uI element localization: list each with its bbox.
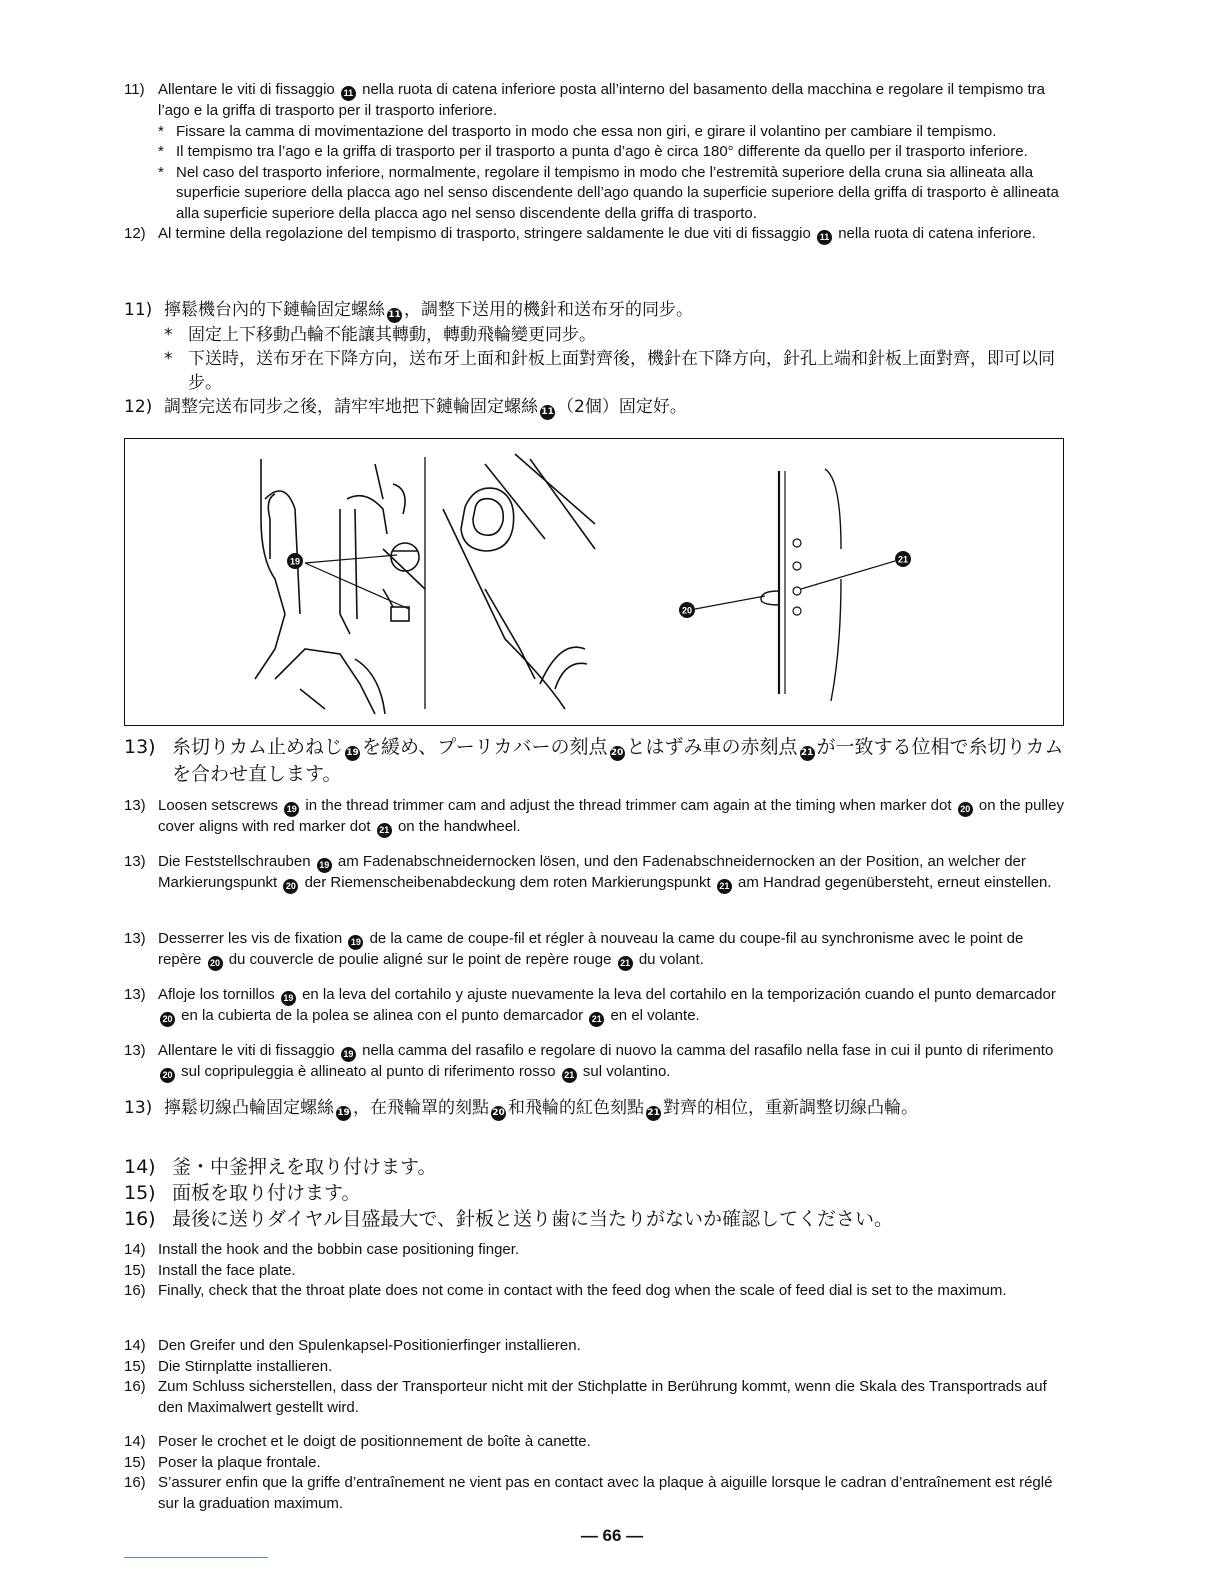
figure-drawing	[125, 439, 1063, 725]
marker-21-label: 21	[897, 554, 909, 565]
italian-step-12: 12) Al termine della regolazione del tempismo di trasporto, stringere saldamente le due viti di fissaggio 11 nella ruota di catena inferiore.	[124, 224, 1068, 245]
marker-21-icon: 21	[589, 1012, 604, 1027]
italian-note: * Fissare la camma di movimentazione del trasporto in modo che essa non giri, e girare il volantino per cambiare il tempismo.	[158, 122, 997, 140]
marker-20-callout	[679, 602, 695, 618]
marker-11-icon: 11	[387, 308, 402, 323]
step-13-italian: 13) Allentare le viti di fissaggio 19 nella camma del rasafilo e regolare di nuovo la camma del rasafilo nella fase in cui il punto di riferimento 20 sul copripuleggia è allineato al punto di riferimento rosso 21 sul volantino.	[124, 1041, 1068, 1083]
en-step-16: 16) Finally, check that the throat plate does not come in contact with the feed dog when the scale of feed dial is set to the maximum.	[124, 1282, 1007, 1299]
step-13-japanese: 13) 糸切りカム止めねじ 19 を緩め、プーリカバーの刻点 20 とはずみ車の赤刻点 21 が一致する位相で糸切りカムを合わせ直します。	[124, 736, 1064, 785]
steps-14-16-japanese	[124, 1154, 1068, 1232]
steps-14-16-german	[124, 1336, 1068, 1418]
de-step-16: 16) Zum Schluss sicherstellen, dass der Transporteur nicht mit der Stichplatte in Berührung kommt, wenn die Skala des Transportrads auf den Maximalwert gestellt wird.	[124, 1378, 1047, 1416]
marker-20-icon: 20	[160, 1012, 175, 1027]
marker-20-icon: 20	[958, 802, 973, 817]
marker-21-icon: 21	[618, 956, 633, 971]
marker-19-icon: 19	[341, 1047, 356, 1062]
step-13-french: 13) Desserrer les vis de fixation 19 de la came de coupe-fil et régler à nouveau la came du coupe-fil au synchronisme avec le point de repère 20 du couvercle de poulie aligné sur le point de repère rouge 21 du volant.	[124, 929, 1068, 971]
italian-steps-11-12	[124, 80, 1068, 245]
marker-19-icon: 19	[348, 935, 363, 950]
step-13-chinese: 13) 擰鬆切線凸輪固定螺絲 19 ，在飛輪罩的刻點 20 和飛輪的紅色刻點 21 對齊的相位，重新調整切線凸輪。	[124, 1096, 1068, 1121]
italian-note: * Il tempismo tra l’ago e la griffa di trasporto per il trasporto a punta d’ago è circa 180° differente da quello per il trasporto inferiore.	[158, 143, 1028, 160]
marker-20-icon: 20	[208, 956, 223, 971]
marker-11-icon: 11	[341, 86, 356, 101]
de-step-15: 15) Die Stirnplatte installieren.	[124, 1357, 333, 1375]
italian-step-11: 11) Allentare le viti di fissaggio 11 nella ruota di catena inferiore posta all’interno del basamento della macchina e regolare il tempismo tra l’ago e la griffa di trasporto per il trasporto inferiore.	[124, 81, 1045, 119]
chinese-note: * 固定上下移動凸輪不能讓其轉動，轉動飛輪變更同步。	[164, 325, 596, 345]
chinese-steps-11-12	[124, 298, 1068, 420]
marker-21-icon: 21	[717, 879, 732, 894]
marker-20-icon: 20	[491, 1106, 506, 1121]
marker-11-icon: 11	[540, 405, 555, 420]
marker-19-label: 19	[289, 556, 301, 567]
marker-leaders-right	[695, 561, 895, 609]
marker-21-icon: 21	[562, 1068, 577, 1083]
step-13-english: 13) Loosen setscrews 19 in the thread trimmer cam and adjust the thread trimmer cam again at the timing when marker dot 20 on the pulley cover aligns with red marker dot 21 on the handwheel.	[124, 796, 1068, 838]
marker-21-callout	[895, 551, 911, 567]
marker-19-icon: 19	[345, 746, 360, 761]
en-step-14: 14) Install the hook and the bobbin case positioning finger.	[124, 1241, 520, 1258]
fr-step-16: 16) S’assurer enfin que la griffe d’entraînement ne vient pas en contact avec la plaque à aiguille lorsque le cadran d’entraînement est réglé sur la graduation maximum.	[124, 1474, 1053, 1512]
italian-note: * Nel caso del trasporto inferiore, normalmente, regolare il tempismo in modo che l’estremità superiore della cruna sia allineata alla superficie superiore della placca ago nel senso discendente dell’ago quando la superficie superiore della griffa di trasporto è allineata alla superficie superiore della placca ago nel senso discendente della griffa di trasporto.	[158, 163, 1059, 222]
page-number: — 66 —	[580, 1526, 644, 1545]
machine-illustration	[255, 454, 595, 714]
marker-20-label: 20	[681, 605, 693, 616]
step-13-german: 13) Die Feststellschrauben 19 am Fadenabschneidernocken lösen, und den Fadenabschneidernocken an der Position, an welcher der Markierungspunkt 20 der Riemenscheibenabdeckung dem roten Markierungspunkt 21 am Handrad gegenübersteht, erneut einstellen.	[124, 852, 1068, 894]
jp-step-15: 15) 面板を取り付けます。	[124, 1182, 361, 1204]
step-13-spanish: 13) Afloje los tornillos 19 en la leva del cortahilo y ajuste nuevamente la leva del cortahilo en la temporización cuando el punto demarcador 20 en la cubierta de la polea se alinea con el punto demarcador 21 en el volante.	[124, 985, 1068, 1027]
chinese-step-11: 11) 擰鬆機台內的下鏈輪固定螺絲 11 ，調整下送用的機針和送布牙的同步。	[124, 298, 1068, 323]
marker-21-icon: 21	[800, 746, 815, 761]
marker-11-icon: 11	[817, 230, 832, 245]
en-step-15: 15) Install the face plate.	[124, 1261, 296, 1279]
marker-21-icon: 21	[377, 823, 392, 838]
thread-trimmer-figure	[124, 438, 1064, 726]
marker-21-icon: 21	[646, 1106, 661, 1121]
jp-step-16: 16) 最後に送りダイヤル目盛最大で、針板と送り歯に当たりがないか確認してください。	[124, 1208, 894, 1230]
steps-14-16-english	[124, 1240, 1068, 1302]
marker-20-leader	[695, 596, 765, 609]
handwheel-illustration	[761, 469, 841, 701]
marker-20-icon: 20	[283, 879, 298, 894]
marker-19-icon: 19	[284, 802, 299, 817]
marker-19-callout	[287, 553, 303, 569]
chinese-step-12: 12) 調整完送布同步之後，請牢牢地把下鏈輪固定螺絲 11 （2個）固定好。	[124, 395, 1068, 420]
marker-20-icon: 20	[160, 1068, 175, 1083]
fr-step-14: 14) Poser le crochet et le doigt de positionnement de boîte à canette.	[124, 1433, 591, 1450]
footer-rule	[124, 1557, 268, 1558]
fr-step-15: 15) Poser la plaque frontale.	[124, 1453, 321, 1471]
marker-21-leader	[801, 561, 895, 589]
jp-step-14: 14) 釜・中釜押えを取り付けます。	[124, 1156, 437, 1178]
marker-20-icon: 20	[610, 746, 625, 761]
chinese-note: * 下送時，送布牙在下降方向，送布牙上面和針板上面對齊後，機針在下降方向，針孔上端和針板上面對齊，即可以同步。	[164, 349, 1055, 393]
marker-19-icon: 19	[336, 1106, 351, 1121]
de-step-14: 14) Den Greifer und den Spulenkapsel-Positionierfinger installieren.	[124, 1337, 581, 1354]
marker-19-icon: 19	[281, 991, 296, 1006]
marker-19-leader	[305, 555, 397, 563]
steps-14-16-french	[124, 1432, 1068, 1514]
marker-19-icon: 19	[317, 858, 332, 873]
